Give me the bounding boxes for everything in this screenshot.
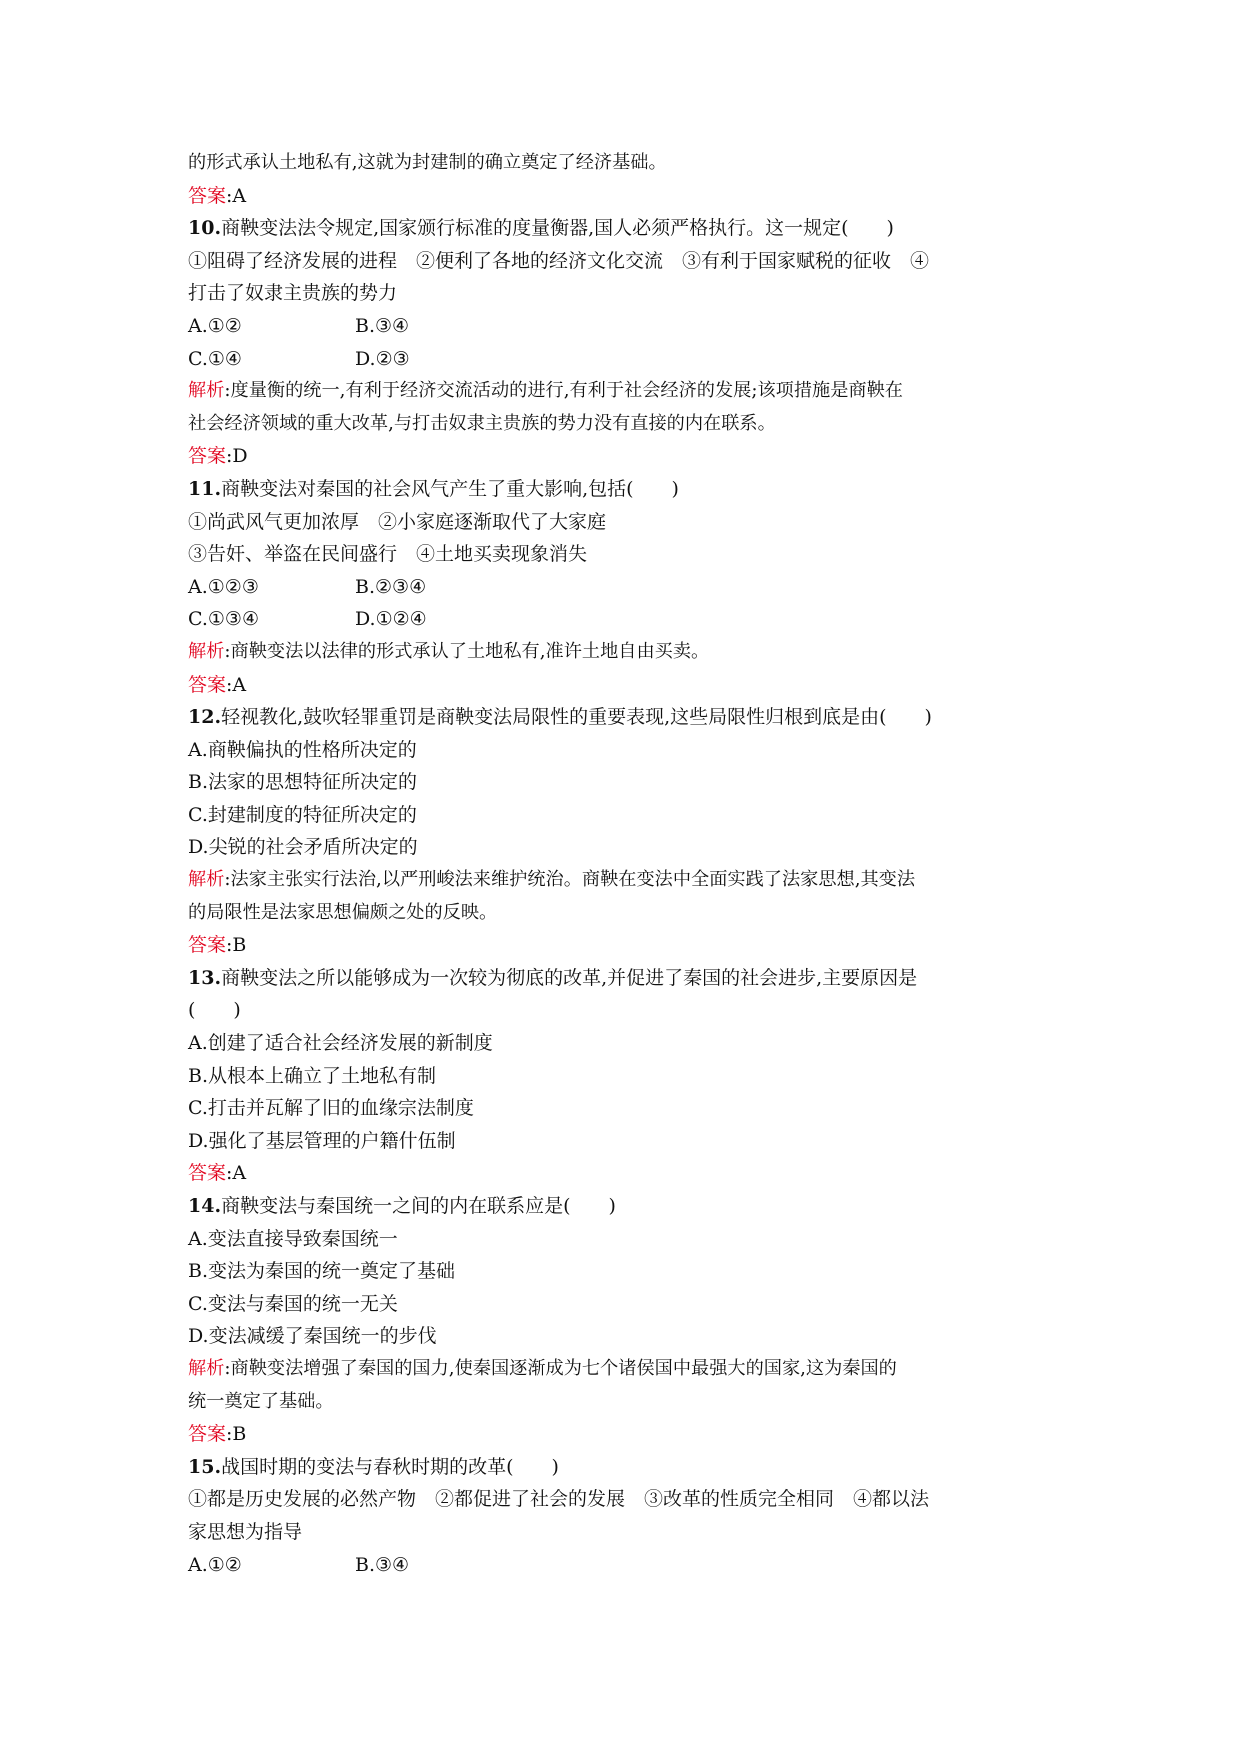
q15-items-line1: ①都是历史发展的必然产物 ②都促进了社会的发展 ③改革的性质完全相同 ④都以法 [188,1488,930,1511]
question-number: 12. [188,706,222,729]
q11-options-row1 [188,571,1068,604]
q12-answer: 答案:B [188,934,247,957]
option-b: B.法家的思想特征所决定的 [188,771,418,794]
option-d: D.变法减缓了秦国统一的步伐 [188,1325,437,1348]
document-page [188,147,1068,1581]
answer-label: 答案 [188,184,227,207]
option-c: C.封建制度的特征所决定的 [188,803,417,826]
q13-answer: 答案:A [188,1162,247,1185]
q10-explanation-line1: 解析:度量衡的统一,有利于经济交流活动的进行,有利于社会经济的发展;该项措施是商鞅在 [188,380,903,402]
q10-options-row1 [188,310,1068,343]
explanation-text: 法家主张实行法治,以严刑峻法来维护统治。商鞅在变法中全面实践了法家思想,其变法 [230,869,916,891]
q9-explanation-continuation: 的形式承认土地私有,这就为封建制的确立奠定了经济基础。 [188,152,667,173]
question-text: 商鞅变法对秦国的社会风气产生了重大影响,包括( ) [221,477,679,500]
option-b: B.从根本上确立了土地私有制 [188,1064,437,1087]
answer-value: A [232,673,247,696]
q13-stem [188,962,1068,995]
q14-explanation-line2: 统一奠定了基础。 [188,1390,334,1412]
option-d: D.尖锐的社会矛盾所决定的 [188,836,418,859]
q15-options-row1 [188,1549,1068,1582]
option-b: B.③④ [355,314,410,337]
question-number: 10. [188,217,222,240]
explain-label: 解析 [188,380,225,402]
option-c: C.①③④ [188,608,259,631]
explain-label: 解析 [188,640,225,662]
q11-stem [188,473,1068,506]
option-d: D.①②④ [355,608,427,631]
q10-items-line1: ①阻碍了经济发展的进程 ②便利了各地的经济文化交流 ③有利于国家赋税的征收 ④ [188,249,930,272]
q10-explanation-line2: 社会经济领域的重大改革,与打击奴隶主贵族的势力没有直接的内在联系。 [188,412,776,434]
q12-explanation-line1: 解析:法家主张实行法治,以严刑峻法来维护统治。商鞅在变法中全面实践了法家思想,其变法 [188,869,916,891]
q14-explanation-line1: 解析:商鞅变法增强了秦国的国力,使秦国逐渐成为七个诸侯国中最强大的国家,这为秦国的 [188,1357,897,1379]
option-c: C.变法与秦国的统一无关 [188,1292,398,1315]
question-text: 轻视教化,鼓吹轻罪重罚是商鞅变法局限性的重要表现,这些局限性归根到底是由( ) [221,706,932,729]
question-number: 14. [188,1195,222,1217]
option-a: A.①② [188,314,242,337]
option-c: C.①④ [188,347,242,370]
explanation-text: 度量衡的统一,有利于经济交流活动的进行,有利于社会经济的发展;该项措施是商鞅在 [230,380,903,402]
question-number: 15. [188,1455,222,1478]
option-a: A.①②③ [188,575,259,598]
q10-stem [188,212,1068,245]
option-d: D.②③ [355,347,410,370]
answer-value: A [232,184,247,207]
answer-label: 答案 [188,673,227,696]
option-b: B.②③④ [355,575,427,598]
option-a: A.商鞅偏执的性格所决定的 [188,738,417,761]
q13-stem-line2: ( ) [188,999,241,1022]
option-b: B.③④ [355,1553,410,1576]
answer-value: B [232,934,247,957]
question-number: 11. [188,477,222,500]
q12-explanation-line2: 的局限性是法家思想偏颇之处的反映。 [188,901,498,923]
question-number: 13. [188,966,222,989]
answer-value: D [232,445,248,468]
option-a: A.①② [188,1553,242,1576]
answer-label: 答案 [188,445,227,468]
option-b: B.变法为秦国的统一奠定了基础 [188,1260,456,1283]
option-d: D.强化了基层管理的户籍什伍制 [188,1129,456,1152]
question-text: 战国时期的变法与春秋时期的改革( ) [221,1455,559,1478]
q10-options-row2 [188,343,1068,376]
answer-value: A [232,1162,247,1185]
q15-items-line2: 家思想为指导 [188,1520,303,1543]
q10-answer: 答案:D [188,445,248,468]
q14-stem [188,1190,1068,1223]
explanation-text: 商鞅变法以法律的形式承认了土地私有,准许土地自由买卖。 [230,640,710,662]
q12-stem [188,701,1068,734]
q11-options-row2 [188,603,1068,636]
question-text: 商鞅变法与秦国统一之间的内在联系应是( ) [221,1195,616,1217]
option-c: C.打击并瓦解了旧的血缘宗法制度 [188,1097,474,1120]
explanation-text: 商鞅变法增强了秦国的国力,使秦国逐渐成为七个诸侯国中最强大的国家,这为秦国的 [230,1357,897,1379]
q10-items-line2: 打击了奴隶主贵族的势力 [188,282,398,305]
answer-value: B [232,1423,247,1446]
question-text: 商鞅变法之所以能够成为一次较为彻底的改革,并促进了秦国的社会进步,主要原因是 [221,966,918,989]
q11-items-line1: ①尚武风气更加浓厚 ②小家庭逐渐取代了大家庭 [188,510,607,533]
question-text: 商鞅变法法令规定,国家颁行标准的度量衡器,国人必须严格执行。这一规定( ) [221,217,894,240]
answer-label: 答案 [188,1423,227,1446]
explain-label: 解析 [188,1357,225,1379]
q11-answer: 答案:A [188,673,247,696]
q11-explanation-line1: 解析:商鞅变法以法律的形式承认了土地私有,准许土地自由买卖。 [188,640,710,662]
answer-label: 答案 [188,934,227,957]
q15-stem [188,1451,1068,1484]
explain-label: 解析 [188,869,225,891]
q11-items-line2: ③告奸、举盗在民间盛行 ④土地买卖现象消失 [188,543,588,566]
answer-label: 答案 [188,1162,227,1185]
option-a: A.创建了适合社会经济发展的新制度 [188,1032,493,1055]
option-a: A.变法直接导致秦国统一 [188,1227,398,1250]
q14-answer: 答案:B [188,1423,247,1446]
q9-answer: 答案:A [188,184,247,207]
